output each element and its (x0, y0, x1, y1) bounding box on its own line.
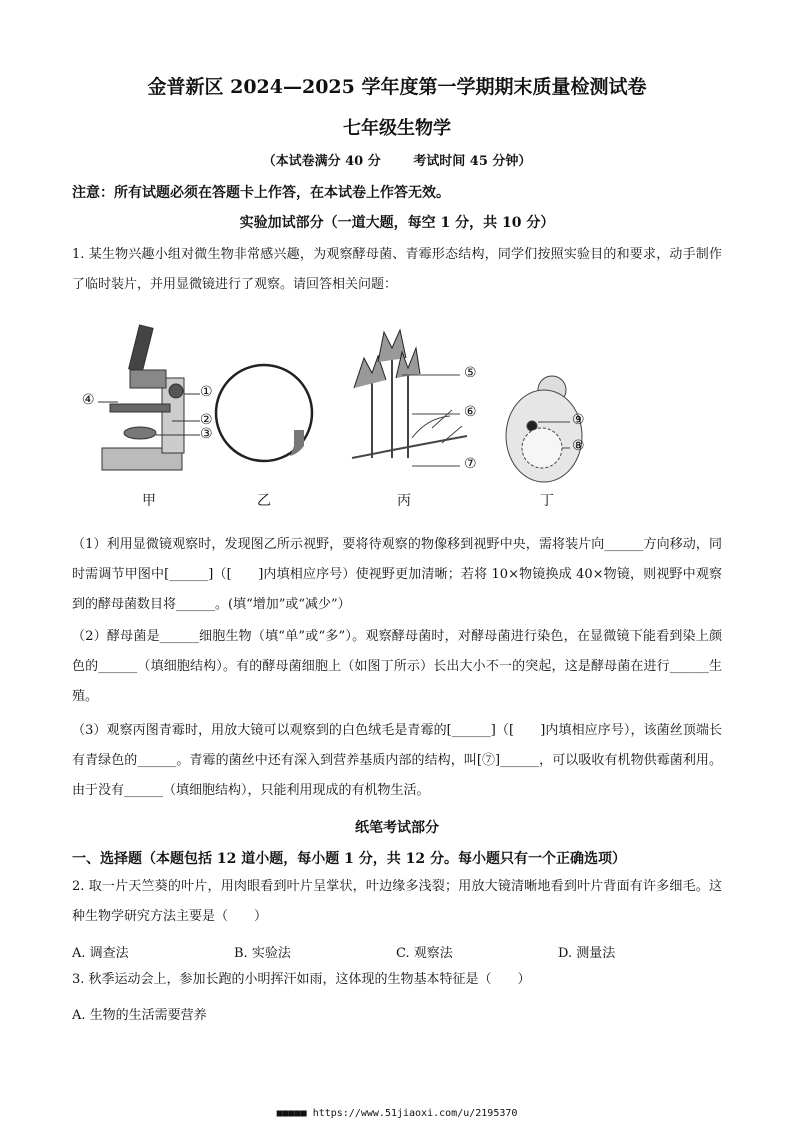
yeast-figure (506, 376, 582, 482)
time-info: 考试时间 45 分钟） (413, 154, 532, 169)
view-field-figure (216, 365, 312, 461)
question-3: 3. 秋季运动会上，参加长跑的小明挥汗如雨，这体现的生物基本特征是（ ） (72, 972, 531, 987)
question-2: 2. 取一片天竺葵的叶片，用肉眼看到叶片呈掌状，叶边缘多浅裂；用放大镜清晰地看到叶片背面有许多细毛。这种生物学研究方法主要是（ ） (72, 879, 722, 924)
label-6: ⑥ (464, 404, 477, 420)
caption-bing: 丙 (397, 493, 411, 509)
label-9: ⑨ (572, 412, 585, 428)
label-8: ⑧ (572, 438, 585, 454)
label-7: ⑦ (464, 456, 477, 472)
choice-part-heading: 一、选择题（本题包括 12 道小题，每小题 1 分，共 12 分。每小题只有一个正确选项） (72, 851, 626, 867)
question-1-part-2: （2）酵母菌是______细胞生物（填“单”或“多”）。观察酵母菌时，对酵母菌进行染色，在显微镜下能看到染上颜色的______（填细胞结构）。有的酵母菌细胞上（如图丁所示）长出大小不一的突起，这是酵母菌在进行______生殖。 (72, 629, 722, 704)
q2-option-d: D. 测量法 (558, 946, 616, 961)
exam-subtitle: 七年级生物学 (343, 118, 451, 139)
question-1-part-1: （1）利用显微镜观察时，发现图乙所示视野，要将待观察的物像移到视野中央，需将装片向______方向移动，同时需调节甲图中[______]（[ ]内填相应序号）使视野更加清晰；若将 10×物镜换成 40×物镜，则视野中观察到的酵母菌数目将______。(填“增加”或“减少”） (72, 537, 722, 612)
written-section-heading: 纸笔考试部分 (355, 820, 439, 836)
q3-option-a: A. 生物的生活需要营养 (72, 1008, 207, 1023)
caption-yi: 乙 (257, 493, 271, 509)
caption-ding: 丁 (540, 493, 554, 509)
q2-option-a: A. 调查法 (72, 946, 129, 961)
q2-option-b: B. 实验法 (234, 946, 291, 961)
label-3: ③ (200, 426, 213, 442)
figures-illustration (72, 318, 722, 518)
label-2: ② (200, 412, 213, 428)
label-5: ⑤ (464, 365, 477, 381)
question-1-intro: 1. 某生物兴趣小组对微生物非常感兴趣，为观察酵母菌、青霉形态结构，同学们按照实验目的和要求，动手制作了临时装片，并用显微镜进行了观察。请回答相关问题： (72, 247, 722, 292)
footer-url[interactable]: ■■■■■ https://www.51jiaoxi.com/u/2195370 (276, 1108, 518, 1119)
figure-row (72, 318, 722, 518)
exam-title: 金普新区 2024—2025 学年度第一学期期末质量检测试卷 (147, 76, 647, 98)
caption-jia: 甲 (142, 493, 156, 509)
exam-meta (0, 150, 794, 169)
q2-option-c: C. 观察法 (396, 946, 453, 961)
label-1: ① (200, 384, 213, 400)
experiment-section-heading: 实验加试部分（一道大题，每空 1 分，共 10 分） (239, 215, 555, 231)
label-4: ④ (82, 392, 95, 408)
exam-notice: 注意：所有试题必须在答题卡上作答，在本试卷上作答无效。 (72, 185, 450, 201)
score-info: （本试卷满分 40 分 (262, 154, 381, 169)
penicillium-figure (352, 330, 467, 466)
microscope-figure (98, 325, 200, 470)
question-1-part-3: （3）观察丙图青霉时，用放大镜可以观察到的白色绒毛是青霉的[______]（[ ]内填相应序号），该菌丝顶端长有青绿色的______。青霉的菌丝中还有深入到营养基质内部的结构，叫[⑦]______，可以吸收有机物供霉菌利用。由于没有______（填细胞结构），只能利用现成的有机物生活。 (72, 723, 722, 798)
